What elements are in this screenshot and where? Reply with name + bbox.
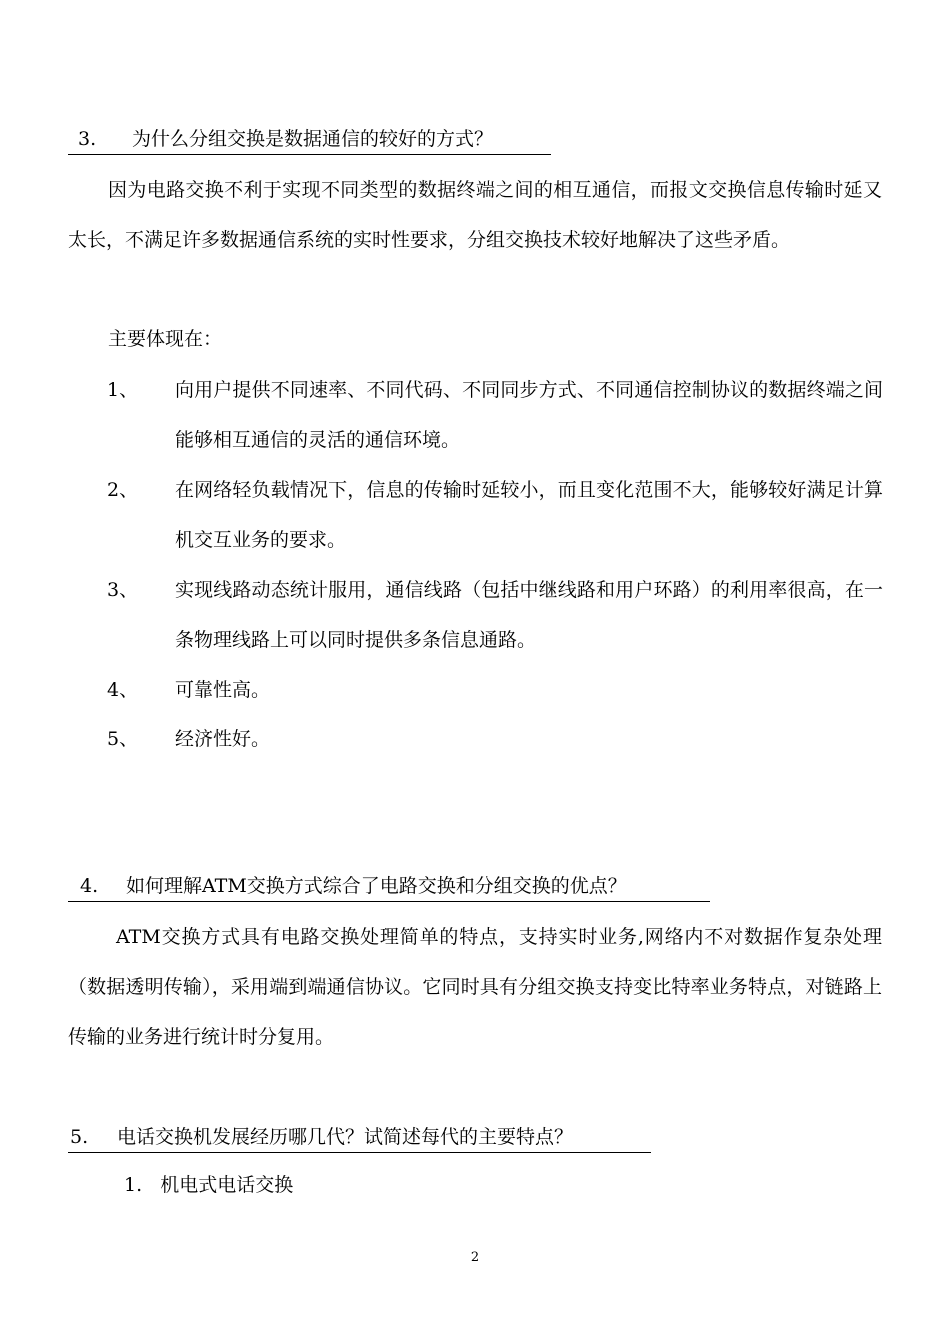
question-3-heading	[68, 126, 551, 155]
list-item-number: 2、	[107, 479, 139, 501]
q5-subheading: 1. 机电式电话交换	[124, 1174, 294, 1196]
list-item-number: 1、	[107, 379, 139, 401]
question-number: 4.	[80, 875, 99, 897]
list-item-number: 3、	[107, 579, 139, 601]
question-number: 5.	[70, 1126, 89, 1148]
list-item-text: 在网络轻负载情况下，信息的传输时延较小，而且变化范围不大，能够较好满足计算机交互业务的要求。	[175, 479, 883, 551]
page-number: 2	[470, 1250, 480, 1265]
question-number: 3.	[78, 128, 97, 150]
list-item-number: 5、	[107, 728, 139, 750]
q3-intro: 主要体现在：	[108, 328, 223, 350]
list-item-number: 4、	[107, 679, 139, 701]
list-item-text: 实现线路动态统计服用，通信线路（包括中继线路和用户环路）的利用率很高，在一条物理线路上可以同时提供多条信息通路。	[175, 579, 883, 651]
q4-paragraph	[68, 912, 882, 1062]
question-title: 电话交换机发展经历哪几代？试简述每代的主要特点？	[117, 1126, 574, 1148]
question-4-heading	[68, 873, 710, 902]
list-item-text: 经济性好。	[175, 728, 271, 750]
q3-paragraph-text: 因为电路交换不利于实现不同类型的数据终端之间的相互通信，而报文交换信息传输时延又太长，不满足许多数据通信系统的实时性要求，分组交换技术较好地解决了这些矛盾。	[68, 179, 882, 251]
question-5-heading	[68, 1124, 651, 1153]
list-item-text: 可靠性高。	[175, 679, 271, 701]
q4-paragraph-text: ATM交换方式具有电路交换处理简单的特点，支持实时业务,网络内不对数据作复杂处理（数据透明传输），采用端到端通信协议。它同时具有分组交换支持变比特率业务特点，对链路上传输的业务进行统计时分复用。	[68, 926, 882, 1048]
list-item-text: 向用户提供不同速率、不同代码、不同同步方式、不同通信控制协议的数据终端之间能够相互通信的灵活的通信环境。	[175, 379, 883, 451]
question-title: 如何理解ATM交换方式综合了电路交换和分组交换的优点？	[126, 875, 627, 897]
q3-paragraph	[68, 165, 882, 265]
question-title: 为什么分组交换是数据通信的较好的方式？	[132, 128, 494, 150]
